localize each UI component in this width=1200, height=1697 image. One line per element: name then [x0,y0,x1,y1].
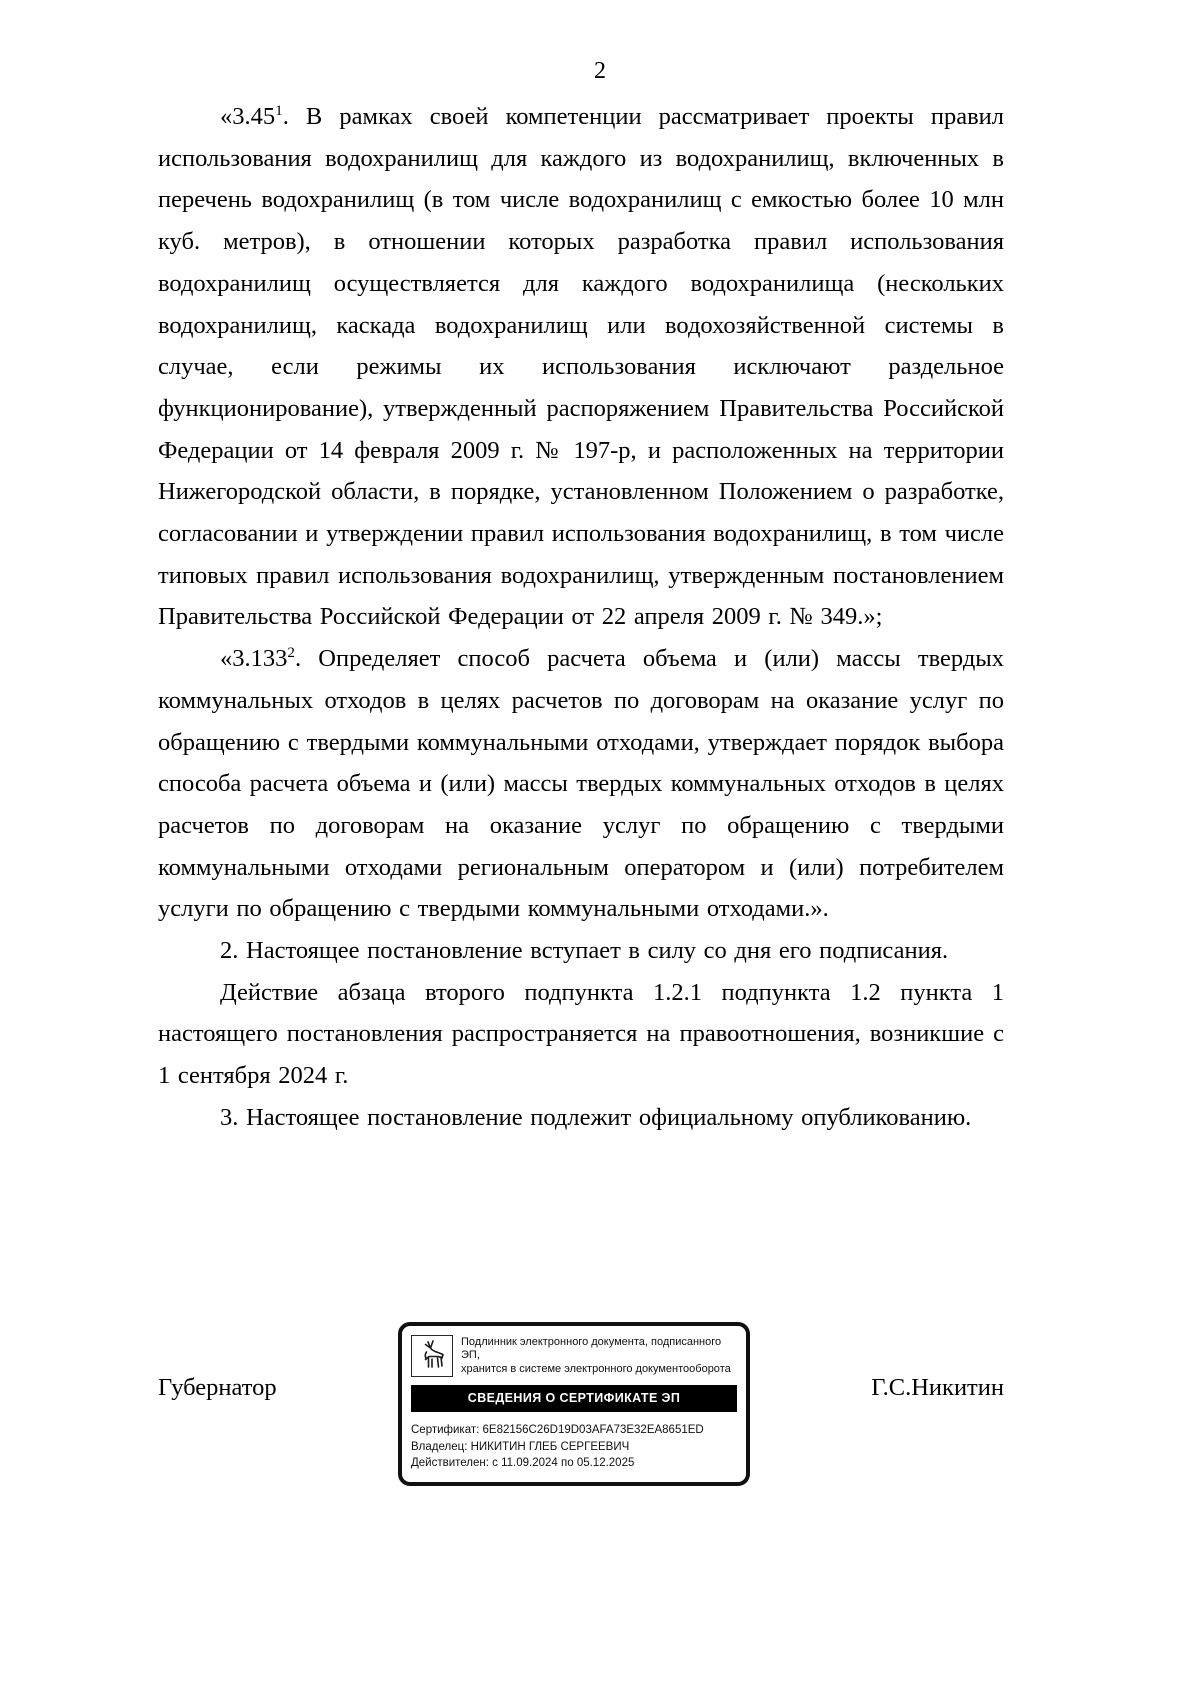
signatory-title: Губернатор [158,1374,277,1401]
signatory-name: Г.С.Никитин [871,1374,1004,1401]
deer-emblem-icon [411,1335,453,1377]
stamp-header [411,1335,737,1377]
stamp-header-line-2: хранится в системе электронного документооборота [461,1362,731,1375]
certificate-validity: Действителен: с 11.09.2024 по 05.12.2025 [411,1457,635,1469]
certificate-info-bar: СВЕДЕНИЯ О СЕРТИФИКАТЕ ЭП [411,1385,737,1412]
clause-number: «3.45 [220,103,276,130]
page-number: 2 [594,58,606,84]
certificate-owner: Владелец: НИКИТИН ГЛЕБ СЕРГЕЕВИЧ [411,1440,630,1453]
paragraph-text: . В рамках своей компетенции рассматривает проекты правил использования водохранилищ для каждого из водохранилищ, включенных в перечень водохранилищ (в том числе водохранилищ с емкостью более 10 млн куб. метров), в отношении которых разработка правил использования водохранилищ осуществляется для каждого водохранилища (нескольких водохранилищ, каскада водохранилищ или водохозяйственной системы в случае, если режимы их использования исключают раздельное функционирование), утвержденный распоряжением Правительства Российской Федерации от 14 февраля 2009 г. № 197-р, и расположенных на территории Нижегородской области, в порядке, установленном Положением о разработке, согласовании и утверждении правил использования водохранилищ, в том числе типовых правил использования водохранилищ, утвержденным постановлением Правительства Российской Федерации от 22 апреля 2009 г. № 349.»; [158,103,1004,631]
superscript-index: 2 [287,643,295,661]
paragraph-retroactive-effect: Действие абзаца второго подпункта 1.2.1 подпункта 1.2 пункта 1 настоящего постановления распространяется на правоотношения, возникшие с 1 сентября 2024 г. [158,978,1004,1090]
clause-number: «3.133 [220,645,288,673]
e-signature-stamp [398,1322,750,1486]
document-body [158,96,1004,1139]
stamp-header-text [461,1336,737,1377]
paragraph-official-publication: 3. Настоящее постановление подлежит официальному опубликованию. [220,1103,972,1131]
paragraph-clause-3-133 [158,638,1004,930]
stamp-header-line-1: Подлинник электронного документа, подписанного ЭП, [461,1335,722,1362]
certificate-details [411,1422,737,1472]
paragraph-text: . Определяет способ расчета объема и (или) массы твердых коммунальных отходов в целях расчетов по договорам на оказание услуг по обращению с твердыми коммунальными отходами, утверждает порядок выбора способа расчета объема и (или) массы твердых коммунальных отходов в целях расчетов по договорам на оказание услуг по обращению с твердыми коммунальными отходами региональным оператором и (или) потребителем услуги по обращению с твердыми коммунальными отходами.». [158,645,1004,923]
paragraph-entry-into-force: 2. Настоящее постановление вступает в силу со дня его подписания. [220,937,949,965]
certificate-number: Сертификат: 6E82156C26D19D03AFA73E32EA8651ED [411,1424,704,1436]
superscript-index: 1 [275,101,283,119]
paragraph-clause-3-45 [158,96,1004,638]
